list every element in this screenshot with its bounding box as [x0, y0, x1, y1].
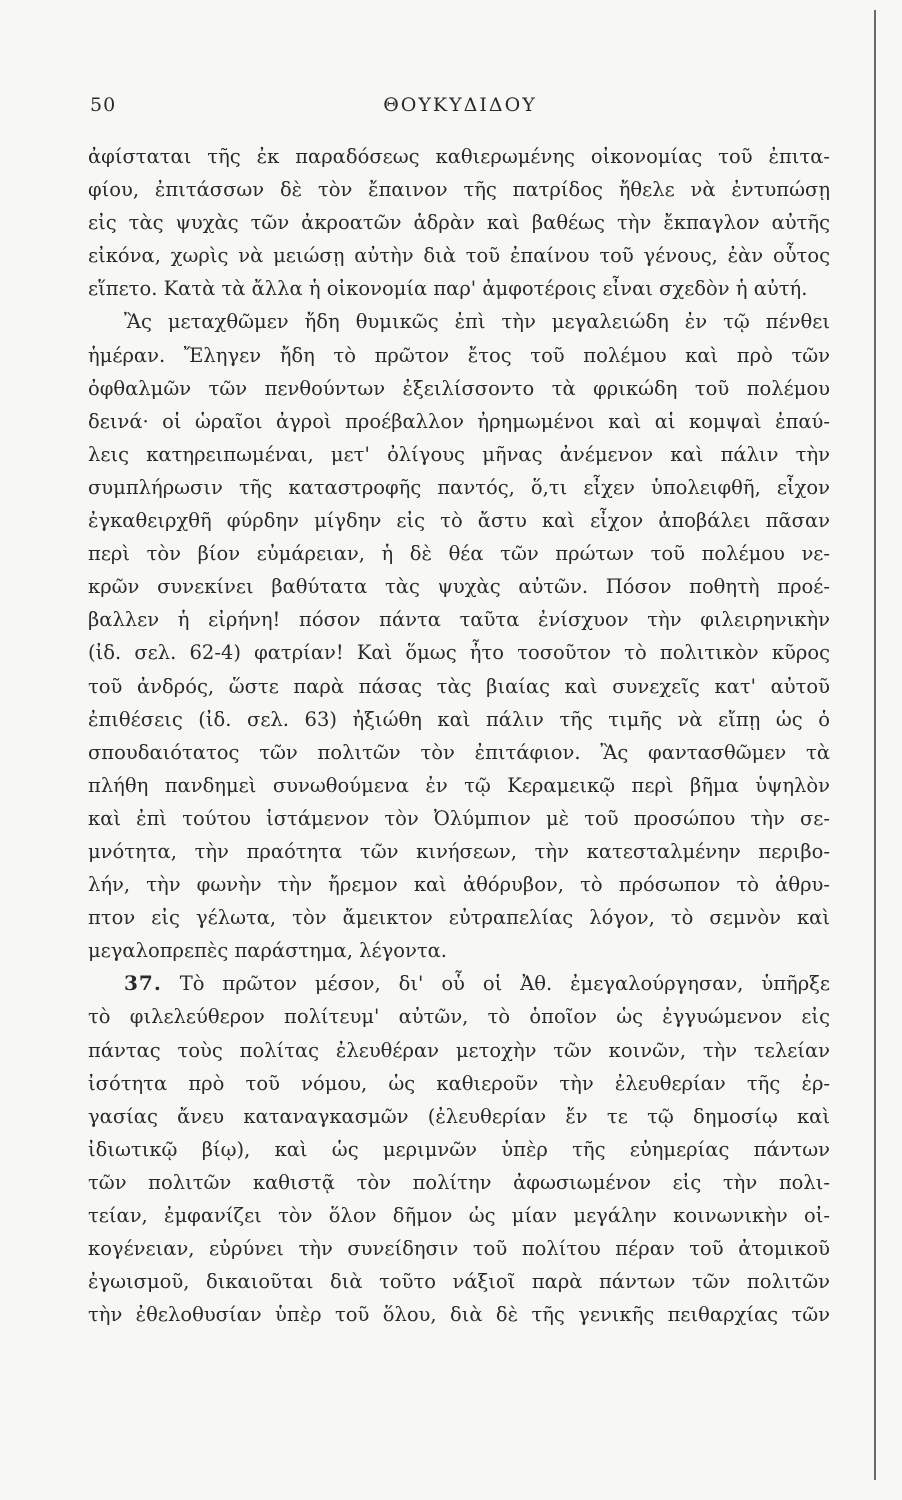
text-line: κογένειαν, εὐρύνει τὴν συνείδησιν τοῦ πολίτου πέραν τοῦ ἀτομικοῦ [88, 1237, 830, 1261]
text-line: τείαν, ἐμφανίζει τὸν ὅλον δῆμον ὡς μίαν μεγάλην κοινωνικὴν οἰ- [88, 1204, 830, 1227]
text-line: μνότητα, τὴν πραότητα τῶν κινήσεων, τὴν κατεσταλμένην περιβο- [88, 839, 830, 863]
text-line: πάντας τοὺς πολίτας ἐλευθέραν μετοχὴν τῶν κοινῶν, τὴν τελείαν [88, 1038, 830, 1062]
section-number: 37. [124, 971, 162, 996]
section-first-line-text: Τὸ πρῶτον μέσον, δι' οὗ οἱ Ἀθ. ἐμεγαλούργησαν, ὑπῆρξε [161, 972, 830, 996]
page-number: 50 [90, 94, 117, 116]
body-text [88, 140, 830, 1331]
text-line: ἰδιωτικῷ βίῳ), καὶ ὡς μεριμνῶν ὑπὲρ τῆς εὐημερίας πάντων [88, 1137, 830, 1161]
text-line: λεις κατηρειπωμέναι, μετ' ὀλίγους μῆνας ἀνέμενον καὶ πάλιν τὴν [88, 442, 830, 466]
text-line: εἰκόνα, χωρὶς νὰ μειώσῃ αὐτὴν διὰ τοῦ ἐπαίνου τοῦ γένους, ἐὰν οὗτος [88, 244, 830, 268]
text-line: ἐγωισμοῦ, δικαιοῦται διὰ τοῦτο νάξιοῖ παρὰ πάντων τῶν πολιτῶν [88, 1270, 830, 1294]
text-line: ἰσότητα πρὸ τοῦ νόμου, ὡς καθιεροῦν τὴν ἐλευθερίαν τῆς ἐρ- [88, 1071, 830, 1095]
text-line: εἵπετο. Κατὰ τὰ ἄλλα ἡ οἰκονομία παρ' ἀμφοτέροις εἶναι σχεδὸν ἡ αὐτή. [88, 277, 808, 301]
text-line: πτον εἰς γέλωτα, τὸν ἄμεικτον εὐτραπελίας λόγον, τὸ σεμνὸν καὶ [88, 906, 830, 930]
text-line: ἀφίσταται τῆς ἐκ παραδόσεως καθιερωμένης οἰκονομίας τοῦ ἐπιτα- [88, 145, 830, 168]
text-line: συμπλήρωσιν τῆς καταστροφῆς παντός, ὅ,τι εἶχεν ὑπολειφθῆ, εἶχον [88, 475, 830, 499]
text-line: ἐγκαθειρχθῆ φύρδην μίγδην εἰς τὸ ἄστυ καὶ εἶχον ἀποβάλει πᾶσαν [88, 509, 830, 533]
text-line: κρῶν συνεκίνει βαθύτατα τὰς ψυχὰς αὐτῶν. Πόσον ποθητὴ προέ- [88, 575, 830, 599]
text-line: καὶ ἐπὶ τούτου ἱστάμενον τὸν Ὀλύμπιον μὲ τοῦ προσώπου τὴν σε- [88, 806, 830, 830]
book-title: ΘΟΥΚΥΔΙΔΟΥ [383, 94, 537, 116]
text-line: ἡμέραν. Ἔληγεν ἤδη τὸ πρῶτον ἔτος τοῦ πολέμου καὶ πρὸ τῶν [88, 343, 830, 367]
text-line: Ἂς μεταχθῶμεν ἤδη θυμικῶς ἐπὶ τὴν μεγαλειώδη ἐν τῷ πένθει [124, 310, 830, 334]
text-line: (ἰδ. σελ. 62-4) φατρίαν! Καὶ ὅμως ἦτο τοσοῦτον τὸ πολιτικὸν κῦρος [88, 641, 830, 665]
page-edge-line [874, 10, 876, 1480]
text-line: γασίας ἄνευ καταναγκασμῶν (ἐλευθερίαν ἔν τε τῷ δημοσίῳ καὶ [88, 1104, 830, 1128]
text-line: βαλλεν ἡ εἰρήνη! πόσον πάντα ταῦτα ἐνίσχυον τὴν φιλειρηνικὴν [88, 608, 830, 632]
text-line: εἰς τὰς ψυχὰς τῶν ἀκροατῶν ἁδρὰν καὶ βαθέως τὴν ἔκπαγλον αὐτῆς [88, 211, 830, 235]
text-line: περὶ τὸν βίον εὐμάρειαν, ἡ δὲ θέα τῶν πρώτων τοῦ πολέμου νε- [88, 542, 830, 566]
text-line: δεινά· οἱ ὡραῖοι ἀγροὶ προέβαλλον ἠρημωμένοι καὶ αἱ κομψαὶ ἐπαύ- [88, 409, 830, 433]
text-line: τὸ φιλελεύθερον πολίτευμ' αὐτῶν, τὸ ὁποῖον ὡς ἐγγυώμενον εἰς [88, 1005, 830, 1029]
text-line: τοῦ ἀνδρός, ὥστε παρὰ πάσας τὰς βιαίας καὶ συνεχεῖς κατ' αὐτοῦ [88, 674, 830, 698]
text-line: μεγαλοπρεπὲς παράστημα, λέγοντα. [88, 939, 447, 963]
section-first-line [88, 967, 830, 1000]
text-line: λήν, τὴν φωνὴν τὴν ἤρεμον καὶ ἀθόρυβον, τὸ πρόσωπον τὸ ἀθρυ- [88, 873, 830, 897]
text-line: φίου, ἐπιτάσσων δὲ τὸν ἔπαινον τῆς πατρίδος ἤθελε νὰ ἐντυπώσῃ [88, 178, 830, 202]
text-line: πλήθη πανδημεὶ συνωθούμενα ἐν τῷ Κεραμεικῷ περὶ βῆμα ὑψηλὸν [88, 773, 830, 797]
text-line: ἐπιθέσεις (ἰδ. σελ. 63) ἠξιώθη καὶ πάλιν τῆς τιμῆς νὰ εἴπῃ ὡς ὁ [88, 707, 830, 731]
running-head [90, 94, 830, 118]
text-line: ὀφθαλμῶν τῶν πενθούντων ἐξειλίσσοντο τὰ φρικώδη τοῦ πολέμου [88, 376, 830, 400]
text-line: τὴν ἐθελοθυσίαν ὑπὲρ τοῦ ὅλου, διὰ δὲ τῆς γενικῆς πειθαρχίας τῶν [88, 1303, 830, 1327]
text-line: σπουδαιότατος τῶν πολιτῶν τὸν ἐπιτάφιον. Ἂς φαντασθῶμεν τὰ [88, 740, 830, 764]
text-line: τῶν πολιτῶν καθιστᾷ τὸν πολίτην ἀφωσιωμένον εἰς τὴν πολι- [88, 1170, 830, 1194]
